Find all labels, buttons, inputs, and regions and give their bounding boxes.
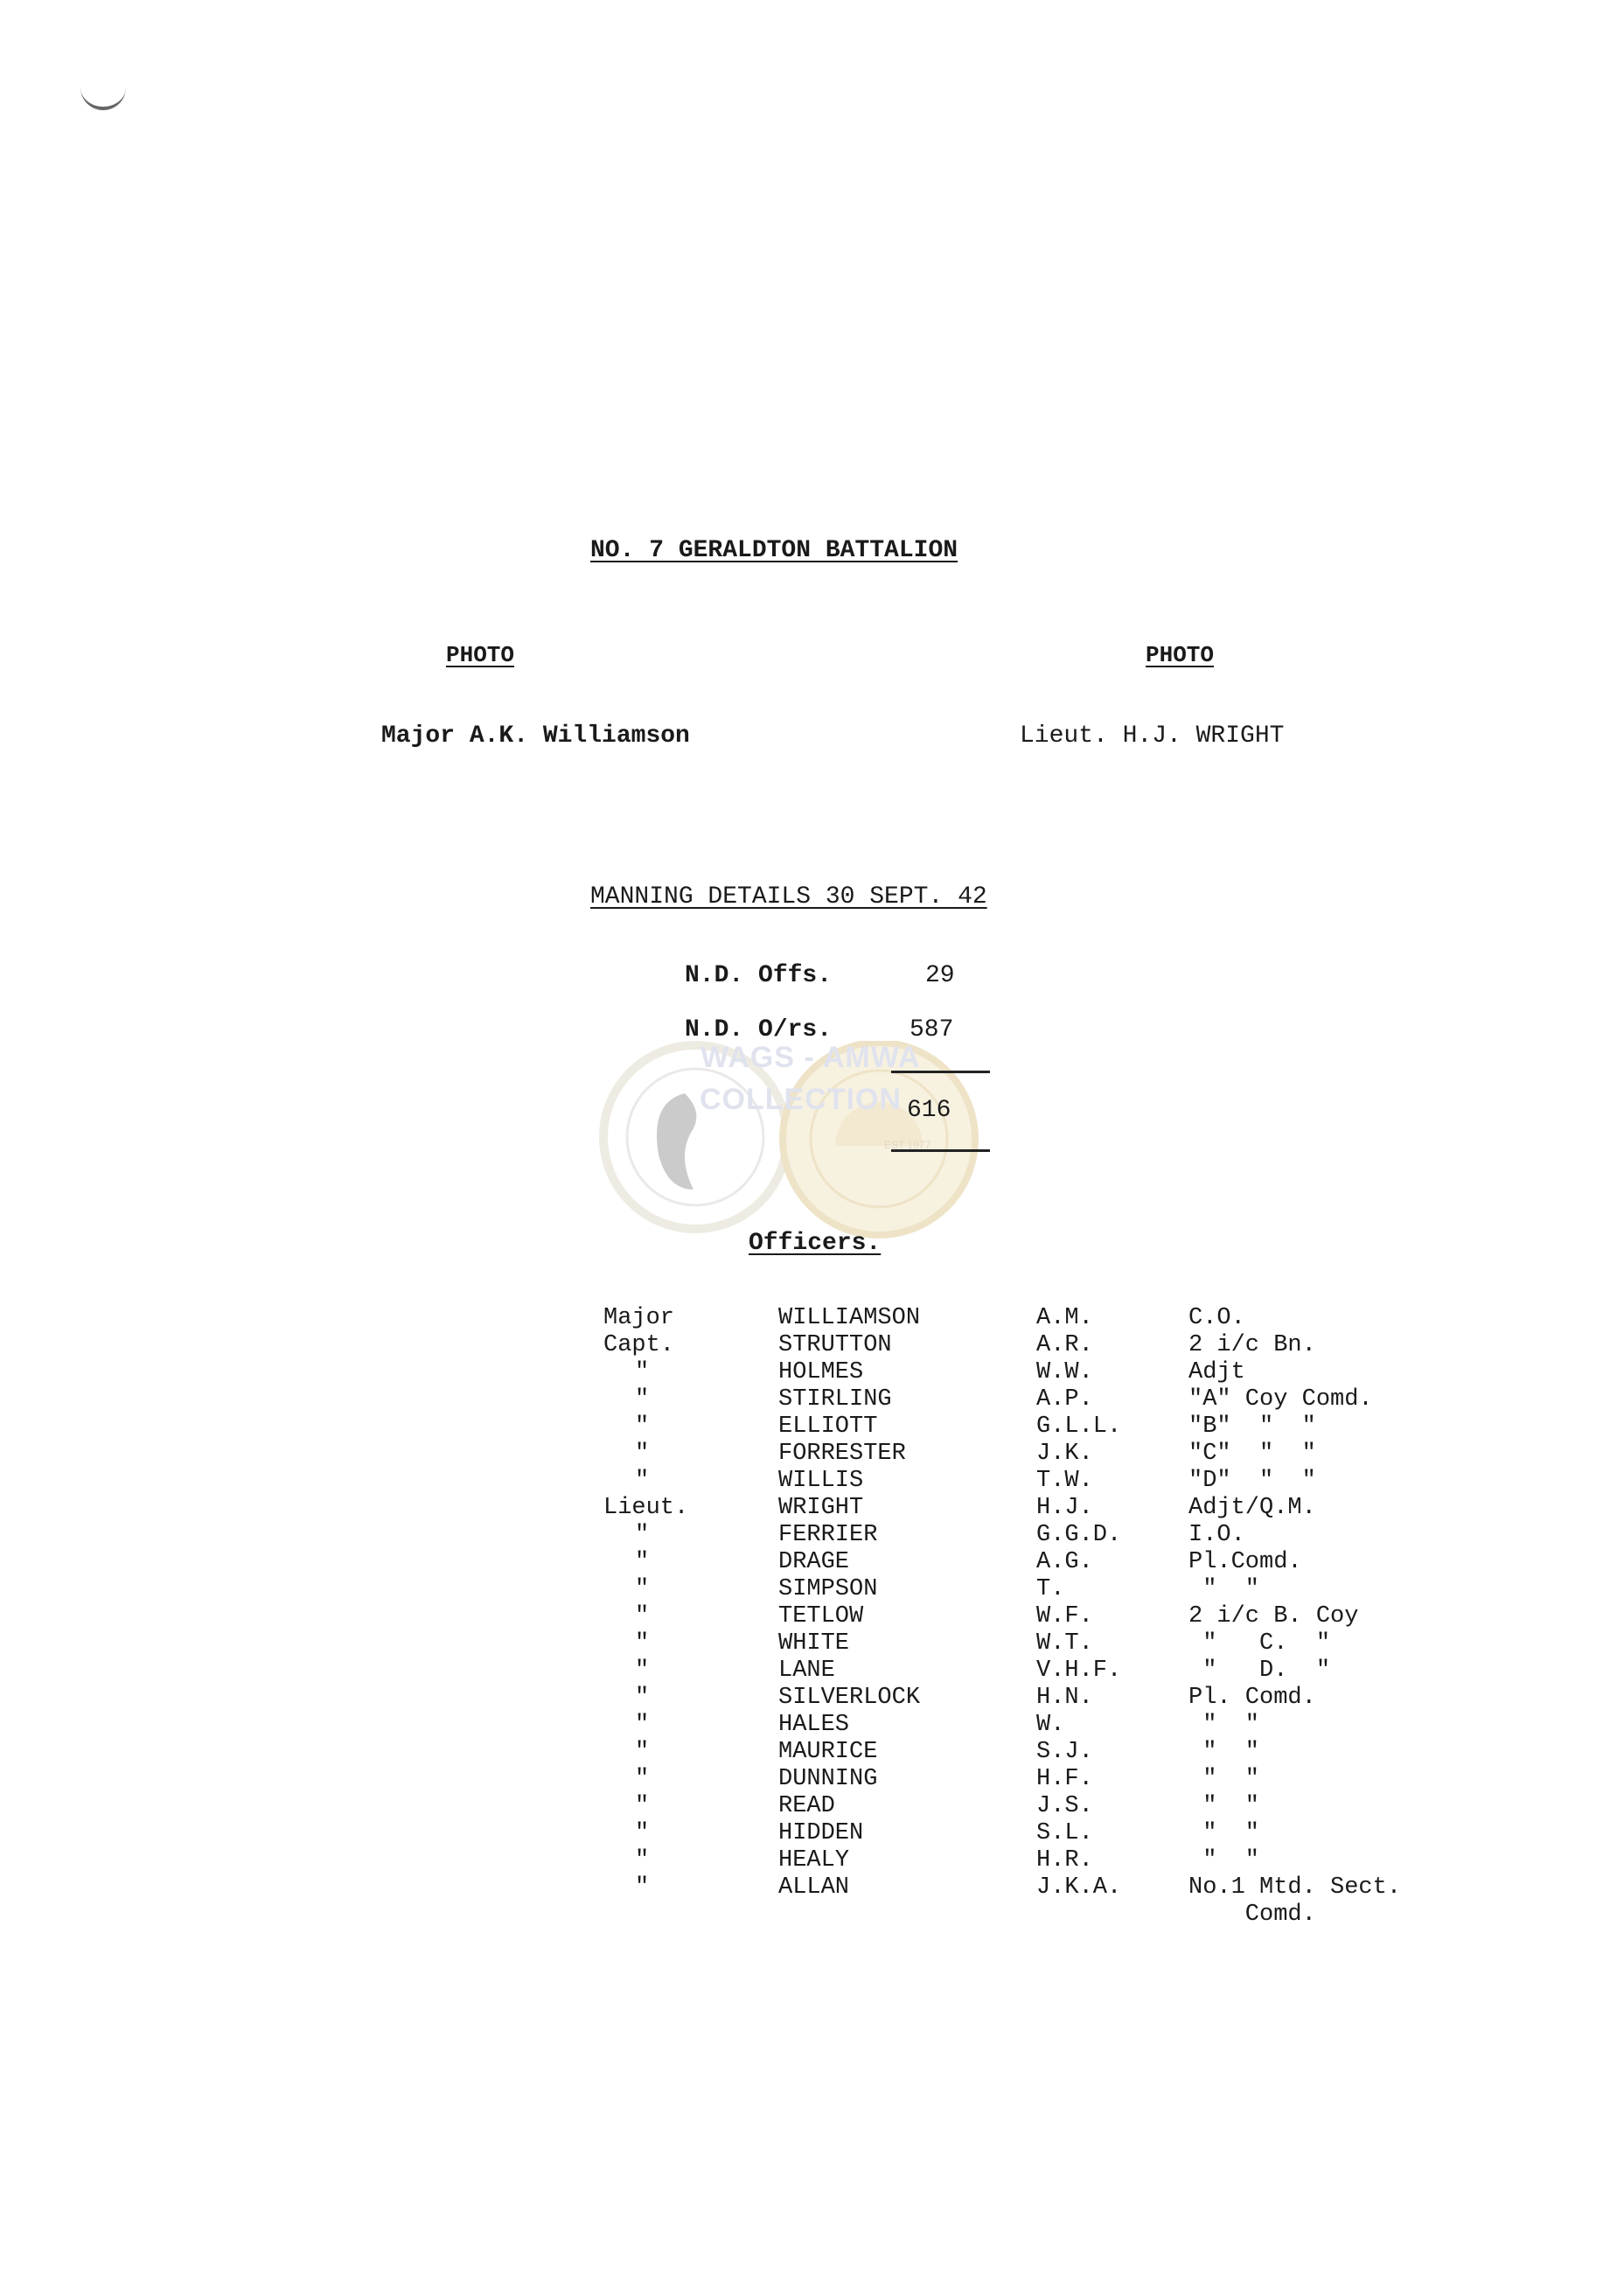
officer-initials: S.J. (1036, 1739, 1093, 1765)
officer-surname: SILVERLOCK (778, 1685, 921, 1711)
officer-row (603, 1630, 1477, 1657)
officer-row (603, 1522, 1477, 1549)
officer-surname: HIDDEN (778, 1820, 864, 1846)
officer-row (603, 1359, 1477, 1386)
officer-initials: A.G. (1036, 1549, 1093, 1575)
officer-surname: WILLIS (778, 1468, 864, 1494)
officer-surname: HALES (778, 1712, 850, 1738)
officer-appointment: " " (1188, 1576, 1260, 1602)
officer-initials: A.R. (1036, 1332, 1093, 1358)
officer-row (603, 1657, 1477, 1685)
officer-row (603, 1847, 1477, 1874)
officer-row (603, 1712, 1477, 1739)
officer-row (603, 1603, 1477, 1630)
officer-rank: " (635, 1413, 650, 1440)
officer-rank: " (635, 1630, 650, 1657)
punch-hole-mark (80, 65, 126, 110)
officer-appointment: "C" " " (1188, 1441, 1316, 1467)
officer-appointment: "A" Coy Comd. (1188, 1386, 1373, 1413)
officer-rank: " (635, 1441, 650, 1467)
officer-initials: W. (1036, 1712, 1065, 1738)
officer-surname: MAURICE (778, 1739, 878, 1765)
sum-rule-bottom (891, 1149, 990, 1152)
officer-appointment: Pl.Comd. (1188, 1549, 1302, 1575)
officer-row (603, 1332, 1477, 1359)
officer-rank: " (635, 1603, 650, 1630)
officer-appointment: "B" " " (1188, 1413, 1316, 1440)
officer-surname: HOLMES (778, 1359, 864, 1385)
watermark-text: COLLECTION (700, 1083, 902, 1116)
officer-appointment: " " (1188, 1793, 1260, 1819)
officer-initials: G.L.L. (1036, 1413, 1122, 1440)
officer-row (603, 1766, 1477, 1793)
watermark-seal-text: EST 1977 (884, 1139, 931, 1151)
photo-label-right: PHOTO (1146, 642, 1215, 668)
officer-row (603, 1874, 1477, 1929)
officer-row (603, 1685, 1477, 1712)
officer-rank: " (635, 1874, 650, 1901)
photo-caption-right: Lieut. H.J. WRIGHT (1020, 722, 1285, 750)
officer-row (603, 1386, 1477, 1413)
officer-initials: G.G.D. (1036, 1522, 1122, 1548)
officers-heading: Officers. (749, 1230, 882, 1257)
officer-initials: T. (1036, 1576, 1065, 1602)
sum-rule-top (891, 1071, 990, 1073)
officer-rank: " (635, 1576, 650, 1602)
officer-initials: J.S. (1036, 1793, 1093, 1819)
officer-rank: " (635, 1847, 650, 1874)
officer-appointment: " C. " (1188, 1630, 1331, 1657)
officer-rank: " (635, 1359, 650, 1385)
officer-surname: WILLIAMSON (778, 1305, 921, 1331)
officer-rank: " (635, 1549, 650, 1575)
officer-surname: STIRLING (778, 1386, 892, 1413)
officer-row (603, 1468, 1477, 1495)
officer-initials: J.K. (1036, 1441, 1093, 1467)
officer-surname: SIMPSON (778, 1576, 878, 1602)
officer-appointment: Adjt (1188, 1359, 1245, 1385)
officer-surname: DRAGE (778, 1549, 850, 1575)
officer-initials: W.W. (1036, 1359, 1093, 1385)
officer-rank: " (635, 1766, 650, 1792)
officer-initials: A.M. (1036, 1305, 1093, 1331)
photo-label-left: PHOTO (446, 642, 515, 668)
officer-surname: TETLOW (778, 1603, 864, 1630)
manning-heading: MANNING DETAILS 30 SEPT. 42 (590, 883, 987, 911)
officer-surname: DUNNING (778, 1766, 878, 1792)
officer-appointment: " " (1188, 1820, 1260, 1846)
officer-surname: WRIGHT (778, 1495, 864, 1521)
officer-rank: " (635, 1793, 650, 1819)
officer-appointment: " " (1188, 1847, 1260, 1874)
officer-initials: V.H.F. (1036, 1657, 1122, 1684)
officer-appointment: 2 i/c B. Coy (1188, 1603, 1359, 1630)
officer-rank: " (635, 1712, 650, 1738)
officer-row (603, 1576, 1477, 1603)
officer-rank: " (635, 1820, 650, 1846)
officer-initials: W.F. (1036, 1603, 1093, 1630)
officers-table (603, 1305, 1477, 1929)
officer-rank: " (635, 1685, 650, 1711)
officer-appointment: Pl. Comd. (1188, 1685, 1316, 1711)
officer-row (603, 1549, 1477, 1576)
officer-row (603, 1495, 1477, 1522)
officer-surname: WHITE (778, 1630, 850, 1657)
officer-appointment: " " (1188, 1739, 1260, 1765)
officer-appointment: C.O. (1188, 1305, 1245, 1331)
officer-row (603, 1793, 1477, 1820)
page-title: NO. 7 GERALDTON BATTALION (590, 537, 958, 564)
officer-surname: ELLIOTT (778, 1413, 878, 1440)
officer-appointment: 2 i/c Bn. (1188, 1332, 1316, 1358)
officer-initials: J.K.A. (1036, 1874, 1122, 1901)
manning-row-label: N.D. Offs. (685, 962, 833, 989)
officer-row (603, 1739, 1477, 1766)
officer-rank: " (635, 1522, 650, 1548)
watermark-text: WAGS - AMWA (700, 1041, 921, 1074)
manning-row-value: 587 (910, 1016, 954, 1043)
officer-appointment: Adjt/Q.M. (1188, 1495, 1316, 1521)
officer-rank: " (635, 1468, 650, 1494)
officer-initials: H.N. (1036, 1685, 1093, 1711)
officer-initials: W.T. (1036, 1630, 1093, 1657)
photo-caption-left: Major A.K. Williamson (381, 722, 690, 750)
officer-rank: " (635, 1657, 650, 1684)
officer-initials: A.P. (1036, 1386, 1093, 1413)
officer-surname: HEALY (778, 1847, 850, 1874)
officer-appointment: I.O. (1188, 1522, 1245, 1548)
officer-initials: S.L. (1036, 1820, 1093, 1846)
officer-appointment: " " (1188, 1712, 1260, 1738)
officer-surname: FERRIER (778, 1522, 878, 1548)
officer-initials: H.R. (1036, 1847, 1093, 1874)
officer-surname: STRUTTON (778, 1332, 892, 1358)
officer-initials: H.F. (1036, 1766, 1093, 1792)
officer-appointment: " D. " (1188, 1657, 1331, 1684)
officer-appointment: "D" " " (1188, 1468, 1316, 1494)
officer-surname: LANE (778, 1657, 835, 1684)
officer-surname: FORRESTER (778, 1441, 906, 1467)
officer-row (603, 1413, 1477, 1441)
officer-rank: " (635, 1386, 650, 1413)
manning-total: 616 (907, 1097, 951, 1124)
officer-appointment: " " (1188, 1766, 1260, 1792)
officer-surname: READ (778, 1793, 835, 1819)
officer-row (603, 1305, 1477, 1332)
officer-row (603, 1441, 1477, 1468)
manning-row-label: N.D. O/rs. (685, 1016, 833, 1043)
officer-rank: " (635, 1739, 650, 1765)
officer-rank: Major (603, 1305, 675, 1331)
manning-row-value: 29 (925, 962, 955, 989)
officer-rank: Capt. (603, 1332, 675, 1358)
officer-appointment: No.1 Mtd. Sect. Comd. (1188, 1874, 1402, 1928)
officer-initials: T.W. (1036, 1468, 1093, 1494)
officer-surname: ALLAN (778, 1874, 850, 1901)
officer-row (603, 1820, 1477, 1847)
officer-initials: H.J. (1036, 1495, 1093, 1521)
officer-rank: Lieut. (603, 1495, 689, 1521)
